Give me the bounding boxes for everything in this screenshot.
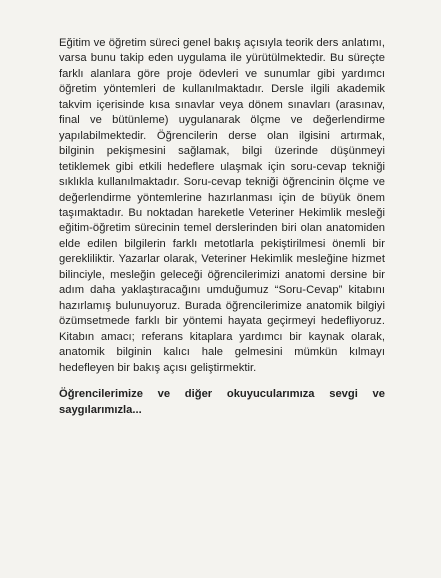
body-paragraph: Eğitim ve öğretim süreci genel bakış açısıyla teorik ders anlatımı, varsa bunu takip eden uygulama ile yürütülmektedir. Bu süreçte farklı alanlara göre proje ödevleri ve sunumlar gibi yardımcı öğretim yöntemleri de kullanılmaktadır. Dersle ilgili akademik takvim içerisinde kısa sınavlar veya dönem sınavları (arasınav, final ve bütünleme) uygulanarak ölçme ve değerlendirme yapılabilmektedir. Öğrencilerin derse olan ilgisini artırmak, bilginin pekişmesini sağlamak, bilgi üzerinde düşünmeyi tetiklemek gibi etkili hedeflere ulaşmak için soru-cevap tekniği sıklıkla kullanılmaktadır. Soru-cevap tekniği öğrencinin ölçme ve değerlendirme yöntemlerine hazırlanması için de büyük önem taşımaktadır. Bu noktadan hareketle Veteriner Hekimlik mesleği eğitim-öğretim sürecinin temel derslerinden biri olan anatomiden elde edilen bilgilerin farklı metotlarla pekiştirilmesi önemli bir gerekliliktir. Yazarlar olarak, Veteriner Hekimlik mesleğine hizmet bilinciyle, mesleğin geleceği öğrencilerimizi anatomi dersine bir adım daha yaklaştıracağını umduğumuz “Soru-Cevap” kitabını hazırlamış bulunuyoruz. Burada öğrencilerimize anatomik bilgiyi özümsetmede farklı bir yöntemi hayata geçirmeyi hedefliyoruz. Kitabın amacı; referans kitaplara yardımcı bir kaynak olarak, anatomik bilginin kalıcı hale gelmesini mümkün kılmayı hedefleyen bir bakış açısı geliştirmektir. <box>59 37 385 374</box>
closing-greeting: Öğrencilerimize ve diğer okuyucularımıza sevgi ve saygılarımızla... <box>59 387 385 416</box>
